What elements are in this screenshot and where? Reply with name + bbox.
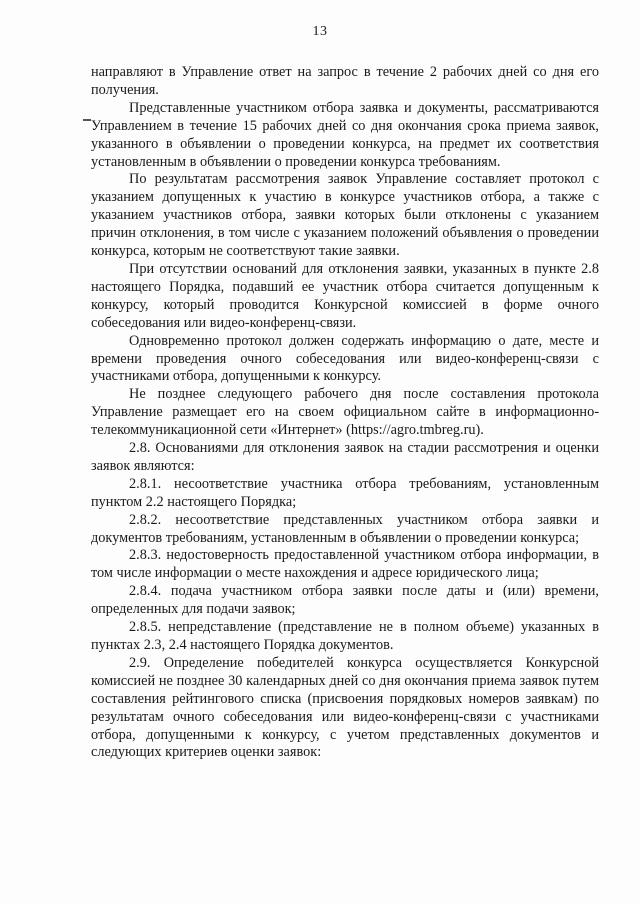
paragraph-2-8-4: 2.8.4. подача участником отбора заявки после даты и (или) времени, определенных для подачи заявок; [91, 583, 599, 618]
paragraph-2-9: 2.9. Определение победителей конкурса осуществляется Конкурсной комиссией не позднее 30 календарных дней со дня окончания приема заявок путем составления рейтингового списка (присвоения порядковых номеров заявкам) по результатам очного собеседования или видео-конференц-связи с участниками отбора, допущенными к конкурсу, с учетом представленных документов и следующих критериев оценки заявок: [91, 654, 599, 761]
paragraph-publication: Не позднее следующего рабочего дня после составления протокола Управление размещает его на своем официальном сайте в информационно-телекоммуникационной сети «Интернет» (https://agro.tmbreg.ru). [91, 386, 599, 439]
paragraph-2-8-5: 2.8.5. непредставление (представление не в полном объеме) указанных в пунктах 2.3, 2.4 настоящего Порядка документов. [91, 619, 599, 653]
paragraph-protocol: По результатам рассмотрения заявок Управление составляет протокол с указанием допущенных к участию в конкурсе участников отбора, а также с указанием участников отбора, заявки которых были отклонены с указанием причин отклонения, в том числе с указанием положений объявления о проведении конкурса, которым не соответствуют такие заявки. [91, 171, 599, 260]
paragraph-2-8-1: 2.8.1. несоответствие участника отбора требованиям, установленным пунктом 2.2 настоящего Порядка; [91, 475, 599, 510]
paragraph-continuation: направляют в Управление ответ на запрос в течение 2 рабочих дней со дня его получения. [91, 64, 599, 98]
paragraph-2-8-3: 2.8.3. недостоверность предоставленной участником отбора информации, в том числе информации о месте нахождения и адресе юридического лица; [91, 547, 599, 582]
paragraph-2-8-2: 2.8.2. несоответствие представленных участником отбора заявки и документов требованиям, установленным в объявлении о проведении конкурса; [91, 511, 599, 546]
page-number: 13 [312, 24, 328, 39]
paragraph-admission: При отсутствии оснований для отклонения заявки, указанных в пункте 2.8 настоящего Порядка, подавший ее участник отбора считается допущенным к конкурсу, который проводится Конкурсной комиссией в форме очного собеседования или видео-конференц-связи. [91, 260, 599, 331]
paragraph-protocol-info: Одновременно протокол должен содержать информацию о дате, месте и времени проведения очного собеседования или видео-конференц-связи с участниками отбора, допущенными к конкурсу. [91, 332, 599, 385]
paragraph-2-8: 2.8. Основаниями для отклонения заявок на стадии рассмотрения и оценки заявок являются: [91, 440, 599, 474]
document-body [91, 64, 599, 762]
paragraph-review-period: Представленные участником отбора заявка и документы, рассматриваются Управлением в течение 15 рабочих дней со дня окончания срока приема заявок, указанного в объявлении о проведении конкурса, на предмет их соответствия установленным в объявлении о проведении конкурса требованиям. [91, 99, 599, 170]
margin-mark [83, 119, 91, 121]
